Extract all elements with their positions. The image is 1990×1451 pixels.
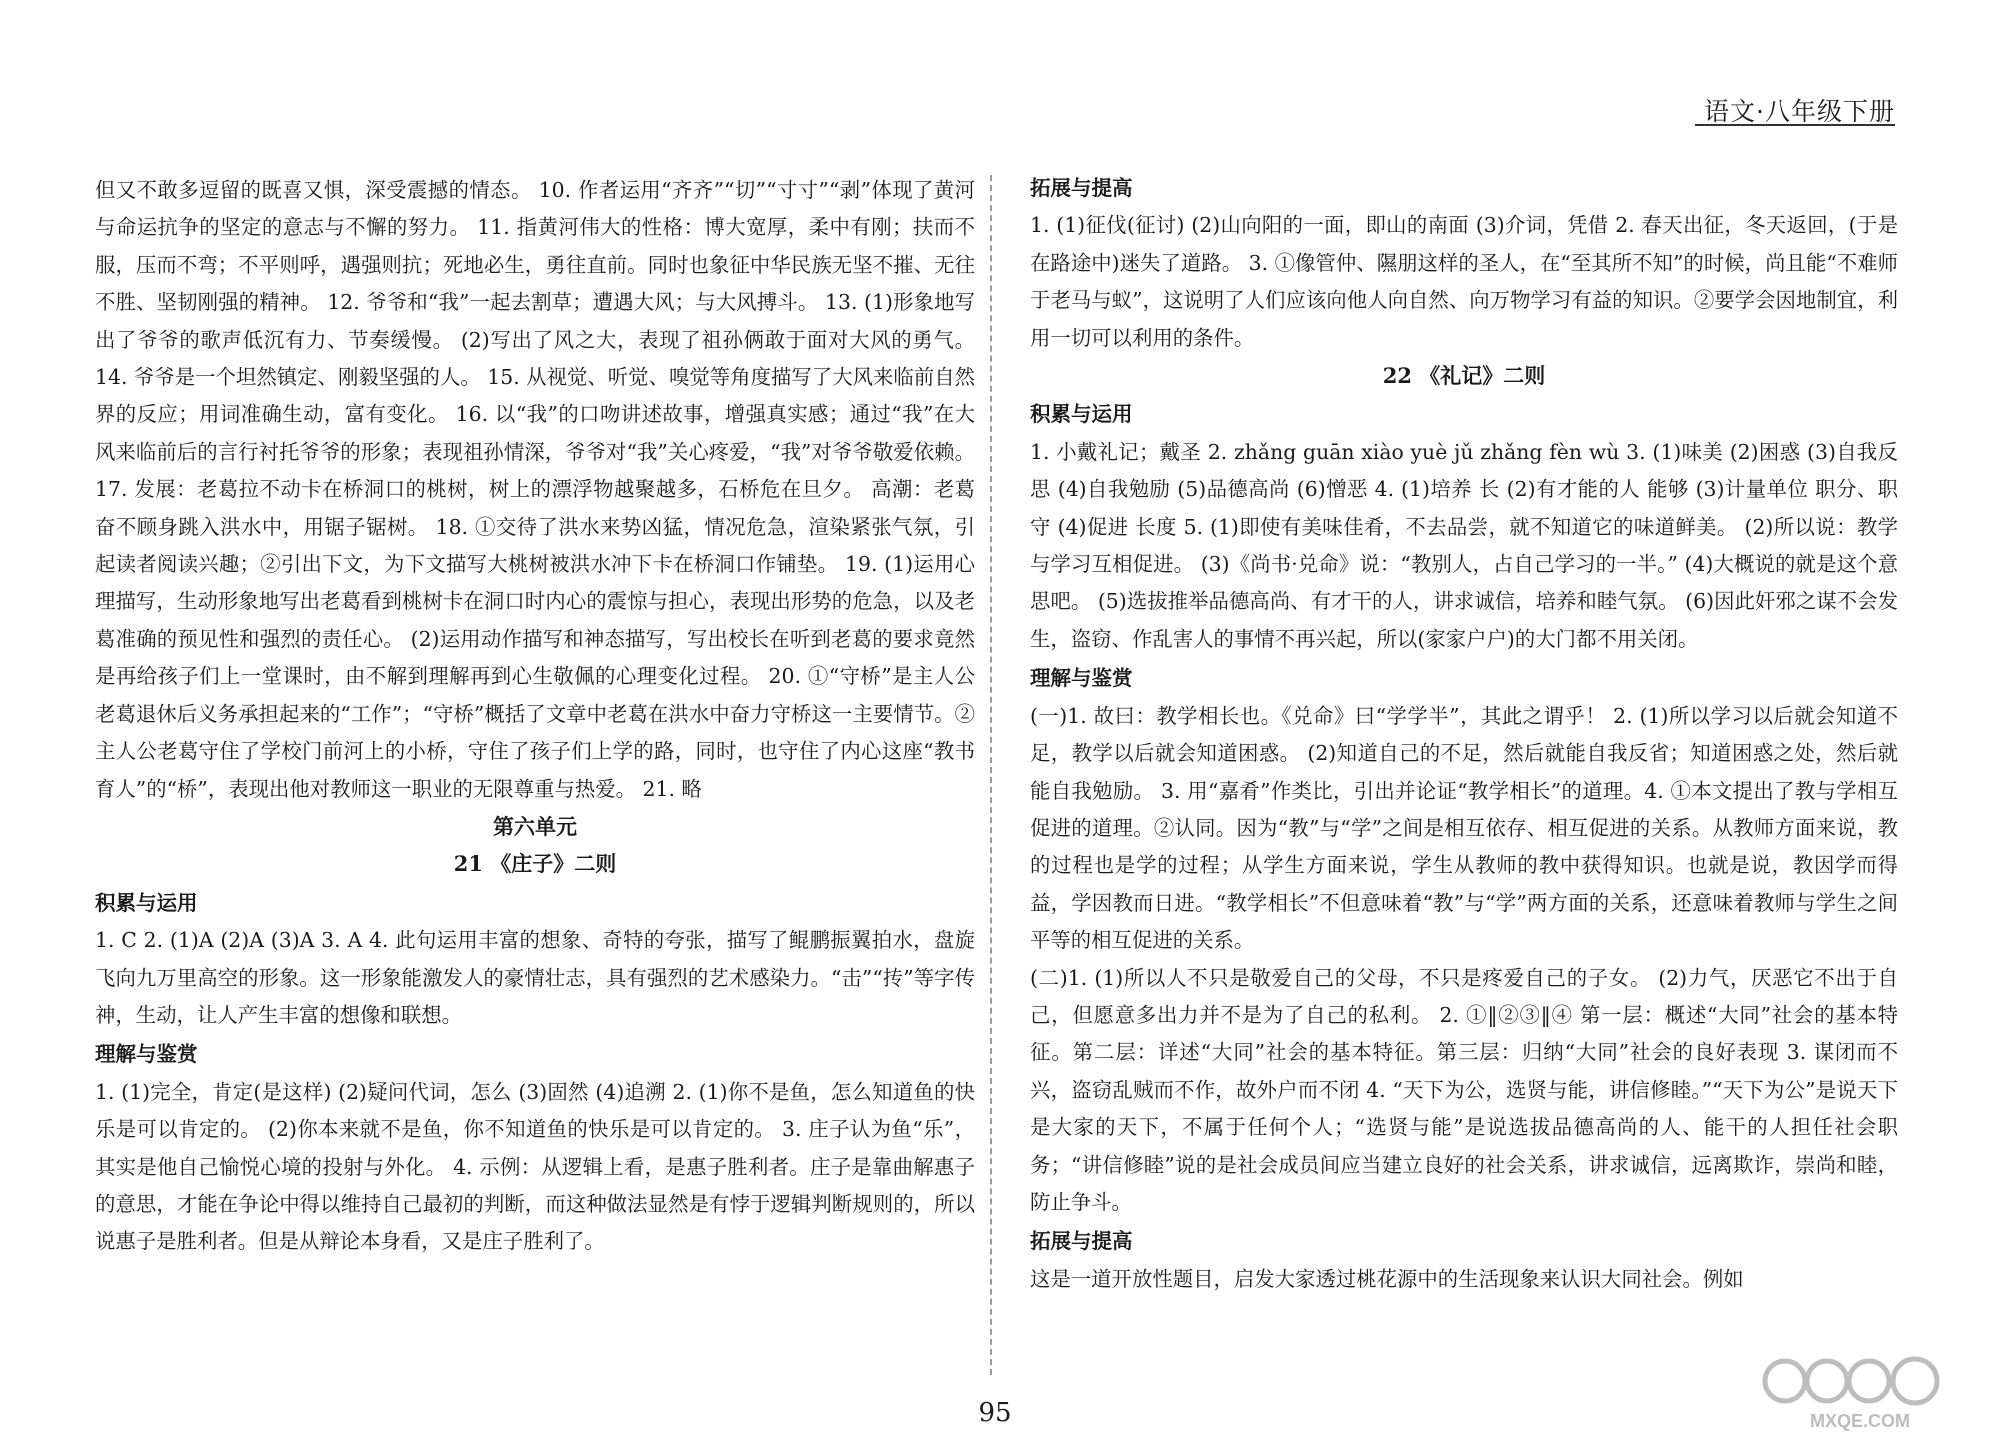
watermark-logo xyxy=(1755,1353,1960,1433)
section-heading: 积累与运用 xyxy=(95,890,198,915)
page-number: 95 xyxy=(978,1398,1012,1428)
running-header: 语文·八年级下册 xyxy=(1704,97,1895,126)
lesson-title: 第六单元 xyxy=(493,813,577,839)
answer-paragraph: 这是一道开放性题目，启发大家透过桃花源中的生活现象来认识大同社会。例如 xyxy=(1030,1266,1744,1291)
right-column xyxy=(1030,168,1898,1298)
answer-paragraph: 1. (1)征伐(征讨) (2)山向阳的一面，即山的南面 (3)介词，凭借 2. 春天出征，冬天返回，(于是在路途中)迷失了道路。 3. ①像管仲、隰朋这样的圣人，在“至其所不知”的时候，尚且能“不难师于老马与蚁”，这说明了人们应该向他人向自然、向万物学习有益的知识。②要学会因地制宜，利用一切可以利用的条件。 xyxy=(1030,213,1898,350)
section-heading: 积累与运用 xyxy=(1030,402,1133,427)
answer-paragraph: 1. (1)完全，肯定(是这样) (2)疑问代词，怎么 (3)固然 (4)追溯 2. (1)你不是鱼，怎么知道鱼的快乐是可以肯定的。 (2)你本来就不是鱼，你不知道鱼的快乐是可以肯定的。 3. 庄子认为鱼“乐”，其实是他自己愉悦心境的投射与外化。 4. 示例：从逻辑上看，是惠子胜利者。庄子是靠曲解惠子的意思，才能在争论中得以维持自己最初的判断，而这种做法显然是有悖于逻辑判断规则的，所以说惠子是胜利者。但是从辩论本身看，又是庄子胜利了。 xyxy=(95,1079,975,1254)
lesson-title: 21 《庄子》二则 xyxy=(453,851,617,877)
answer-paragraph: 1. C 2. (1)A (2)A (3)A 3. A 4. 此句运用丰富的想象、奇特的夸张，描写了鲲鹏振翼拍水，盘旋飞向九万里高空的形象。这一形象能激发人的豪情壮志，具有强烈的艺术感染力。“击”“抟”等字传神，生动，让人产生丰富的想像和联想。 xyxy=(95,928,975,1027)
watermark-text: MXQE.COM xyxy=(1809,1411,1911,1431)
section-heading: 拓展与提高 xyxy=(1030,1229,1133,1254)
answer-paragraph: (一)1. 故曰：教学相长也。《兑命》曰“学学半”，其此之谓乎！ 2. (1)所以学习以后就会知道不足，教学以后就会知道困惑。 (2)知道自己的不足，然后就能自我反省；知道困惑之处，然后就能自我勉励。 3. 用“嘉肴”作类比，引出并论证“教学相长”的道理。4. ①本文提出了教与学相互促进的道理。②认同。因为“教”与“学”之间是相互依存、相互促进的关系。从教师方面来说，教的过程也是学的过程；从学生方面来说，学生从教师的教中获得知识。也就是说，教因学而得益，学因教而日进。“教学相长”不但意味着“教”与“学”两方面的关系，还意味着教师与学生之间平等的相互促进的关系。 xyxy=(1030,703,1898,953)
left-column xyxy=(95,172,975,1261)
lesson-title: 22 《礼记》二则 xyxy=(1382,363,1546,389)
answer-paragraph: (二)1. (1)所以人不只是敬爱自己的父母，不只是疼爱自己的子女。 (2)力气，厌恶它不出于自己，但愿意多出力并不是为了自己的私利。 2. ①‖②③‖④ 第一层：概述“大同”社会的基本特征。第二层：详述“大同”社会的基本特征。第三层：归纳“大同”社会的良好表现 3. 谋闭而不兴，盗窃乱贼而不作，故外户而不闭 4. “天下为公，选贤与能，讲信修睦。”“天下为公”是说天下是大家的天下，不属于任何个人；“选贤与能”是说选拔品德高尚的人、能干的人担任社会职务；“讲信修睦”说的是社会成员间应当建立良好的社会关系，讲求诚信，远离欺诈，崇尚和睦，防止争斗。 xyxy=(1030,965,1898,1214)
answer-paragraph: 但又不敢多逗留的既喜又惧，深受震撼的情态。 10. 作者运用“齐齐”“切”“寸寸”“剥”体现了黄河与命运抗争的坚定的意志与不懈的努力。 11. 指黄河伟大的性格：博大宽厚，柔中有刚；扶而不服，压而不弯；不平则呼，遇强则抗；死地必生，勇往直前。同时也象征中华民族无坚不摧、无往不胜、坚韧刚强的精神。 12. 爷爷和“我”一起去割草；遭遇大风；与大风搏斗。 13. (1)形象地写出了爷爷的歌声低沉有力、节奏缓慢。 (2)写出了风之大，表现了祖孙俩敢于面对大风的勇气。 14. 爷爷是一个坦然镇定、刚毅坚强的人。 15. 从视觉、听觉、嗅觉等角度描写了大风来临前自然界的反应；用词准确生动，富有变化。 16. 以“我”的口吻讲述故事，增强真实感；通过“我”在大风来临前后的言行衬托爷爷的形象；表现祖孙情深，爷爷对“我”关心疼爱，“我”对爷爷敬爱依赖。 17. 发展：老葛拉不动卡在桥洞口的桃树，树上的漂浮物越聚越多，石桥危在旦夕。 高潮：老葛奋不顾身跳入洪水中，用锯子锯树。 18. ①交待了洪水来势凶猛，情况危急，渲染紧张气氛，引起读者阅读兴趣；②引出下文，为下文描写大桃树被洪水冲下卡在桥洞口作铺垫。 19. (1)运用心理描写，生动形象地写出老葛看到桃树卡在洞口时内心的震惊与担心，表现出形势的危急，以及老葛准确的预见性和强烈的责任心。 (2)运用动作描写和神态描写，写出校长在听到老葛的要求竟然是再给孩子们上一堂课时，由不解到理解再到心生敬佩的心理变化过程。 20. ①“守桥”是主人公老葛退休后义务承担起来的“工作”；“守桥”概括了文章中老葛在洪水中奋力守桥这一主要情节。②主人公老葛守住了学校门前河上的小桥，守住了孩子们上学的路，同时，也守住了内心这座“教书育人”的“桥”，表现出他对教师这一职业的无限尊重与热爱。 21. 略 xyxy=(95,178,975,801)
section-heading: 理解与鉴赏 xyxy=(1030,666,1133,691)
column-divider xyxy=(990,175,992,1375)
section-heading: 理解与鉴赏 xyxy=(95,1042,198,1067)
answer-paragraph: 1. 小戴礼记；戴圣 2. zhǎng guān xiào yuè jǔ zhǎng fèn wù 3. (1)味美 (2)困惑 (3)自我反思 (4)自我勉励 (5)品德高尚 (6)憎恶 4. (1)培养 长 (2)有才能的人 能够 (3)计量单位 职分、职守 (4)促进 长度 5. (1)即使有美味佳肴，不去品尝，就不知道它的味道鲜美。 (2)所以说：教学与学习互相促进。 (3)《尚书·兑命》说：“教别人，占自己学习的一半。” (4)大概说的就是这个意思吧。 (5)选拔推举品德高尚、有才干的人，讲求诚信，培养和睦气氛。 (6)因此奸邪之谋不会发生，盗窃、作乱害人的事情不再兴起，所以(家家户户)的大门都不用关闭。 xyxy=(1030,439,1898,651)
header-rule xyxy=(1695,124,1895,126)
section-heading: 拓展与提高 xyxy=(1030,176,1133,200)
